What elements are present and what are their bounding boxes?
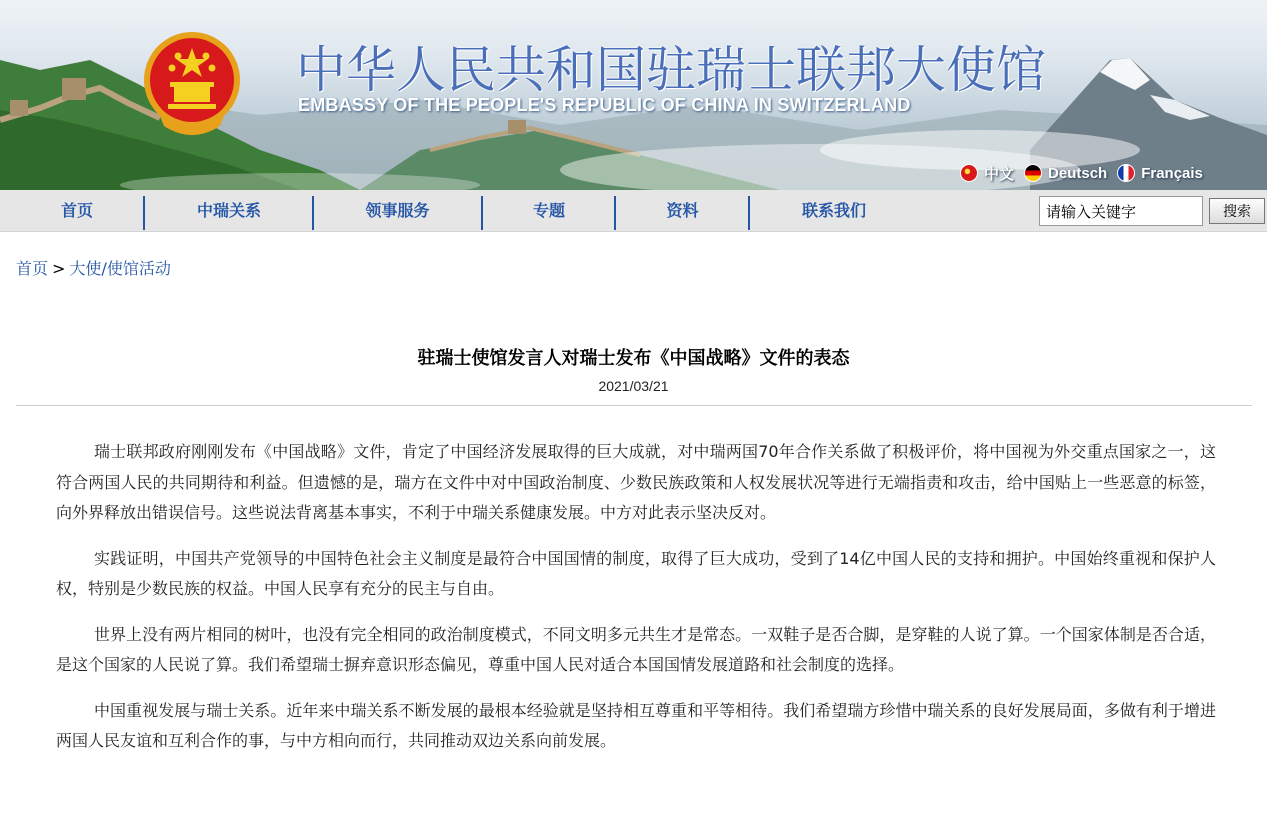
- language-option-chinese[interactable]: [960, 163, 1014, 184]
- article-paragraph: 中国重视发展与瑞士关系。近年来中瑞关系不断发展的最根本经验就是坚持相互尊重和平等相待。我们希望瑞方珍惜中瑞关系的良好发展局面，多做有利于增进两国人民友谊和互利合作的事，与中方相向而行，共同推动双边关系向前发展。: [56, 700, 1216, 750]
- article-body: [56, 437, 1216, 772]
- article-divider: [16, 405, 1252, 406]
- language-option-french[interactable]: [1117, 164, 1203, 182]
- header-banner: [0, 0, 1267, 190]
- germany-flag-icon: [1024, 164, 1042, 182]
- nav-item-contact-us[interactable]: 联系我们: [801, 201, 866, 220]
- breadcrumb-home-link[interactable]: 首页: [16, 259, 49, 278]
- france-flag-icon: [1117, 164, 1135, 182]
- nav-item-home[interactable]: 首页: [60, 201, 93, 220]
- breadcrumb-separator: >: [52, 259, 66, 278]
- breadcrumb-current-link[interactable]: 大使/使馆活动: [69, 259, 171, 278]
- nav-item-consular-services[interactable]: 领事服务: [365, 201, 430, 220]
- search-input[interactable]: [1039, 196, 1203, 226]
- search-button[interactable]: 搜索: [1209, 198, 1265, 224]
- article-date: 2021/03/21: [598, 378, 669, 394]
- embassy-title-chinese: 中华人民共和国驻瑞士联邦大使馆: [296, 41, 1046, 99]
- embassy-title-english: EMBASSY OF THE PEOPLE'S REPUBLIC OF CHINA IN SWITZERLAND: [298, 95, 911, 115]
- article-paragraph: 世界上没有两片相同的树叶，也没有完全相同的政治制度模式，不同文明多元共生才是常态。一双鞋子是否合脚，是穿鞋的人说了算。一个国家体制是否合适，是这个国家的人民说了算。我们希望瑞士摒弃意识形态偏见，尊重中国人民对适合本国国情发展道路和社会制度的选择。: [56, 624, 1216, 674]
- article-title: 驻瑞士使馆发言人对瑞士发布《中国战略》文件的表态: [417, 348, 850, 369]
- breadcrumb: [16, 256, 171, 279]
- language-option-german[interactable]: [1024, 164, 1107, 182]
- china-flag-icon: [960, 164, 978, 182]
- language-label: Français: [1141, 164, 1203, 182]
- nav-item-resources[interactable]: 资料: [666, 201, 699, 220]
- article-paragraph: 瑞士联邦政府刚刚发布《中国战略》文件，肯定了中国经济发展取得的巨大成就，对中瑞两国70年合作关系做了积极评价，将中国视为外交重点国家之一，这符合两国人民的共同期待和利益。但遗憾的是，瑞方在文件中对中国政治制度、少数民族政策和人权发展状况等进行无端指责和攻击，给中国贴上一些恶意的标签，向外界释放出错误信号。这些说法背离基本事实，不利于中瑞关系健康发展。中方对此表示坚决反对。: [56, 442, 1216, 522]
- article-paragraph: 实践证明，中国共产党领导的中国特色社会主义制度是最符合中国国情的制度，取得了巨大成功，受到了14亿中国人民的支持和拥护。中国始终重视和保护人权，特别是少数民族的权益。中国人民享有充分的民主与自由。: [56, 548, 1216, 598]
- language-switcher: [960, 160, 1203, 186]
- nav-item-topics[interactable]: 专题: [532, 201, 565, 220]
- national-emblem-icon: [142, 26, 242, 142]
- language-label: Deutsch: [1048, 164, 1108, 182]
- language-label: 中文: [984, 165, 1015, 183]
- nav-item-sino-swiss-relations[interactable]: 中瑞关系: [196, 201, 261, 220]
